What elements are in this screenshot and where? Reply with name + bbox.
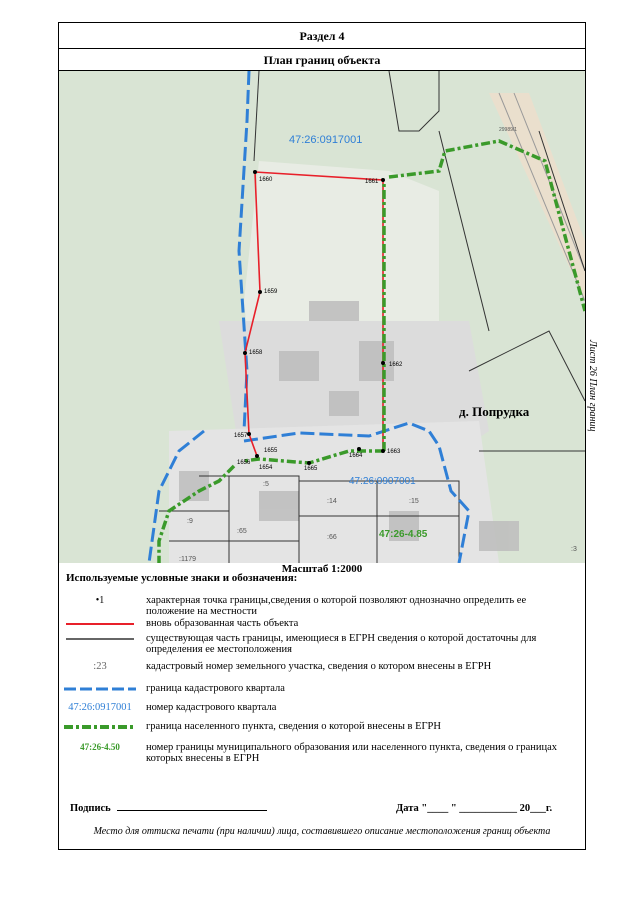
village-south-area [169, 421, 499, 563]
parcel-label: :66 [327, 534, 337, 541]
parcel-label: :14 [327, 498, 337, 505]
point-label: 1656 [237, 460, 251, 466]
locality-label: д. Попрудка [459, 404, 530, 419]
stamp-note: Место для оттиска печати (при наличии) лица, составившего описание местоположения границ объекта [93, 826, 551, 837]
point-symbol: •1 [95, 595, 105, 606]
quarter-label: 47:26:0907001 [349, 476, 416, 487]
parcel-label: :15 [409, 498, 419, 505]
parcel-label: :3 [571, 546, 577, 553]
parcel-label: :9 [187, 518, 193, 525]
point-label: 1660 [259, 177, 273, 183]
point-label: 1658 [249, 350, 263, 356]
point-label: 1654 [259, 465, 273, 471]
legend-title: Используемые условные знаки и обозначения: [66, 572, 298, 584]
point-label: 1664 [349, 453, 363, 459]
point-label: 1655 [264, 448, 278, 454]
signature-label: Подпись [70, 803, 267, 814]
parcel-label: 29989/1 [499, 127, 518, 133]
green-dash-symbol [62, 721, 138, 735]
point-label: 1657 [234, 433, 248, 439]
black-line-symbol [62, 633, 138, 647]
point-label: 1661 [365, 179, 379, 185]
parcel-symbol: :23 [93, 661, 107, 672]
boundary-number-symbol: 47:26-4.50 [80, 742, 120, 752]
parcel-label: :65 [237, 528, 247, 535]
cadastral-map [59, 71, 585, 563]
parcel-label: :5 [263, 481, 269, 488]
point-label: 1665 [304, 466, 318, 472]
section-title: Раздел 4 [59, 23, 585, 49]
blue-dash-symbol [62, 683, 138, 697]
parcel-label: :1179 [179, 556, 196, 563]
boundary-id-label: 47:26-4.85 [379, 529, 428, 540]
map-svg [59, 71, 585, 563]
point-label: 1659 [264, 289, 278, 295]
page-title: План границ объекта [59, 49, 585, 71]
quarter-symbol: 47:26:0917001 [68, 702, 132, 713]
map-scale: Масштаб 1:2000 [281, 563, 363, 575]
side-note: Лист 26 План границ [587, 340, 598, 432]
point-label: 1662 [389, 362, 403, 368]
point-label: 1663 [387, 449, 401, 455]
quarter-label: 47:26:0917001 [289, 134, 363, 146]
red-line-symbol [62, 618, 138, 632]
date-field: Дата "____ " ___________ 20___г. [396, 803, 553, 814]
